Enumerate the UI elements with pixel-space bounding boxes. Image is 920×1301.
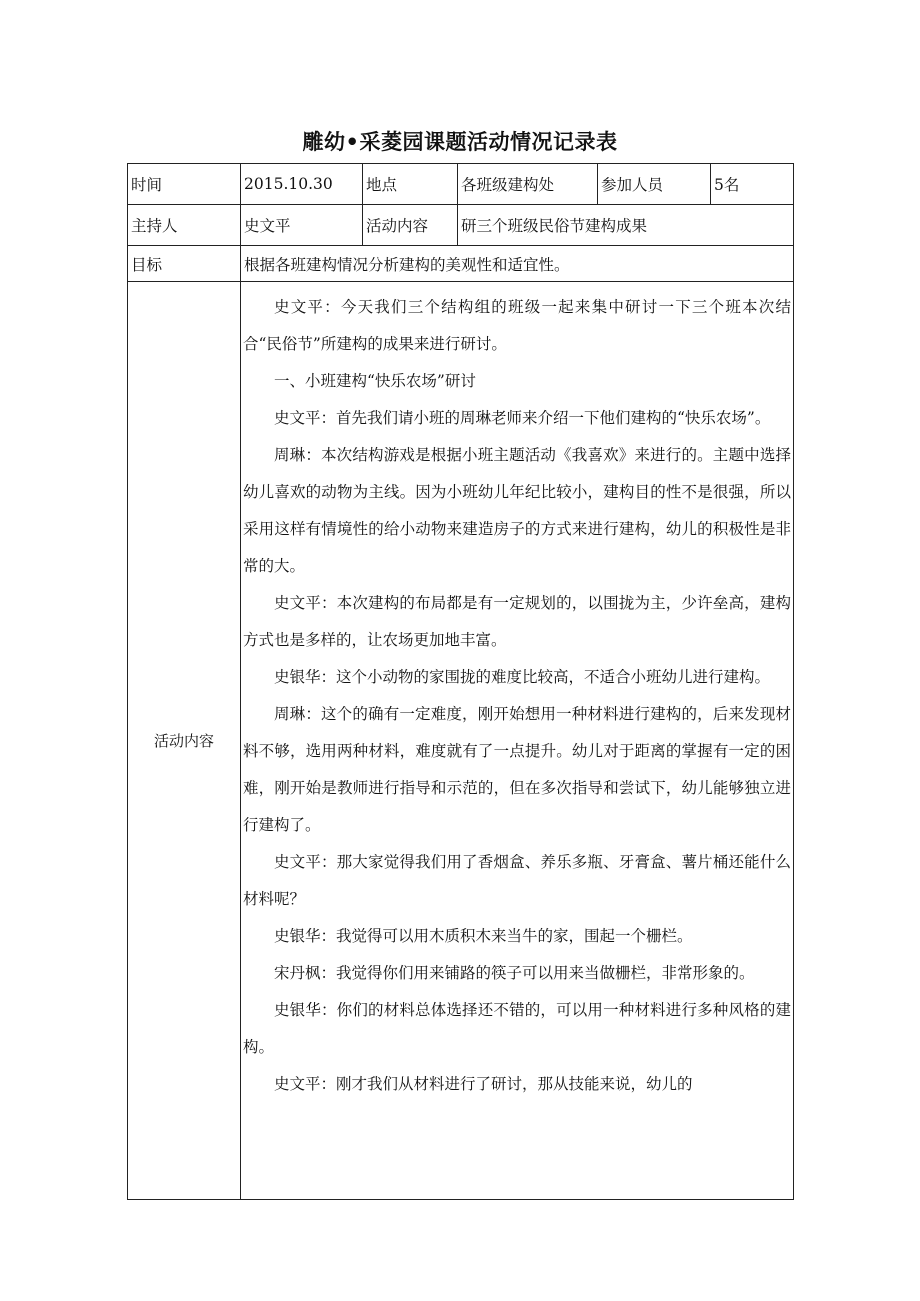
place-value: 各班级建构处 [458, 164, 598, 205]
paragraph: 史文平：今天我们三个结构组的班级一起来集中研讨一下三个班本次结合“民俗节”所建构的成果来进行研讨。 [243, 298, 791, 353]
content-body [241, 282, 794, 1200]
host-label: 主持人 [128, 205, 241, 246]
page-title: 雕幼•采菱园课题活动情况记录表 [302, 130, 618, 154]
header-row-time [128, 164, 794, 205]
record-table [127, 163, 794, 1200]
paragraph: 史银华：这个小动物的家围拢的难度比较高，不适合小班幼儿进行建构。 [274, 668, 771, 686]
time-label: 时间 [128, 164, 241, 205]
paragraph: 史文平：那大家觉得我们用了香烟盒、养乐多瓶、牙膏盒、薯片桶还能什么材料呢？ [243, 853, 791, 908]
activity-label: 活动内容 [363, 205, 458, 246]
participants-label: 参加人员 [598, 164, 711, 205]
content-row [128, 282, 794, 1200]
paragraph: 宋丹枫：我觉得你们用来铺路的筷子可以用来当做栅栏，非常形象的。 [274, 964, 755, 982]
host-value: 史文平 [241, 205, 363, 246]
activity-value: 研三个班级民俗节建构成果 [458, 205, 794, 246]
paragraph: 史文平：本次建构的布局都是有一定规划的，以围拢为主，少许垒高，建构方式也是多样的，让农场更加地丰富。 [243, 594, 791, 649]
content-label: 活动内容 [128, 282, 241, 1200]
goal-label: 目标 [128, 246, 241, 282]
header-row-host [128, 205, 794, 246]
paragraph: 周琳：本次结构游戏是根据小班主题活动《我喜欢》来进行的。主题中选择幼儿喜欢的动物为主线。因为小班幼儿年纪比较小，建构目的性不是很强，所以采用这样有情境性的给小动物来建造房子的方式来进行建构，幼儿的积极性是非常的大。 [243, 446, 791, 575]
paragraph: 史文平：首先我们请小班的周琳老师来介绍一下他们建构的“快乐农场”。 [274, 409, 771, 427]
place-label: 地点 [363, 164, 458, 205]
section-heading: 一、小班建构“快乐农场”研讨 [274, 372, 476, 390]
paragraph: 周琳：这个的确有一定难度，刚开始想用一种材料进行建构的，后来发现材料不够，选用两种材料，难度就有了一点提升。幼儿对于距离的掌握有一定的困难，刚开始是教师进行指导和示范的，但在多次指导和尝试下，幼儿能够独立进行建构了。 [243, 705, 791, 834]
goal-value: 根据各班建构情况分析建构的美观性和适宜性。 [241, 246, 794, 282]
paragraph: 史银华：你们的材料总体选择还不错的，可以用一种材料进行多种风格的建构。 [243, 1001, 791, 1056]
header-row-goal [128, 246, 794, 282]
paragraph: 史银华：我觉得可以用木质积木来当牛的家，围起一个栅栏。 [274, 927, 693, 945]
paragraph: 史文平：刚才我们从材料进行了研讨，那从技能来说，幼儿的 [274, 1075, 693, 1093]
time-value: 2015.10.30 [241, 164, 363, 205]
participants-value: 5名 [711, 164, 794, 205]
